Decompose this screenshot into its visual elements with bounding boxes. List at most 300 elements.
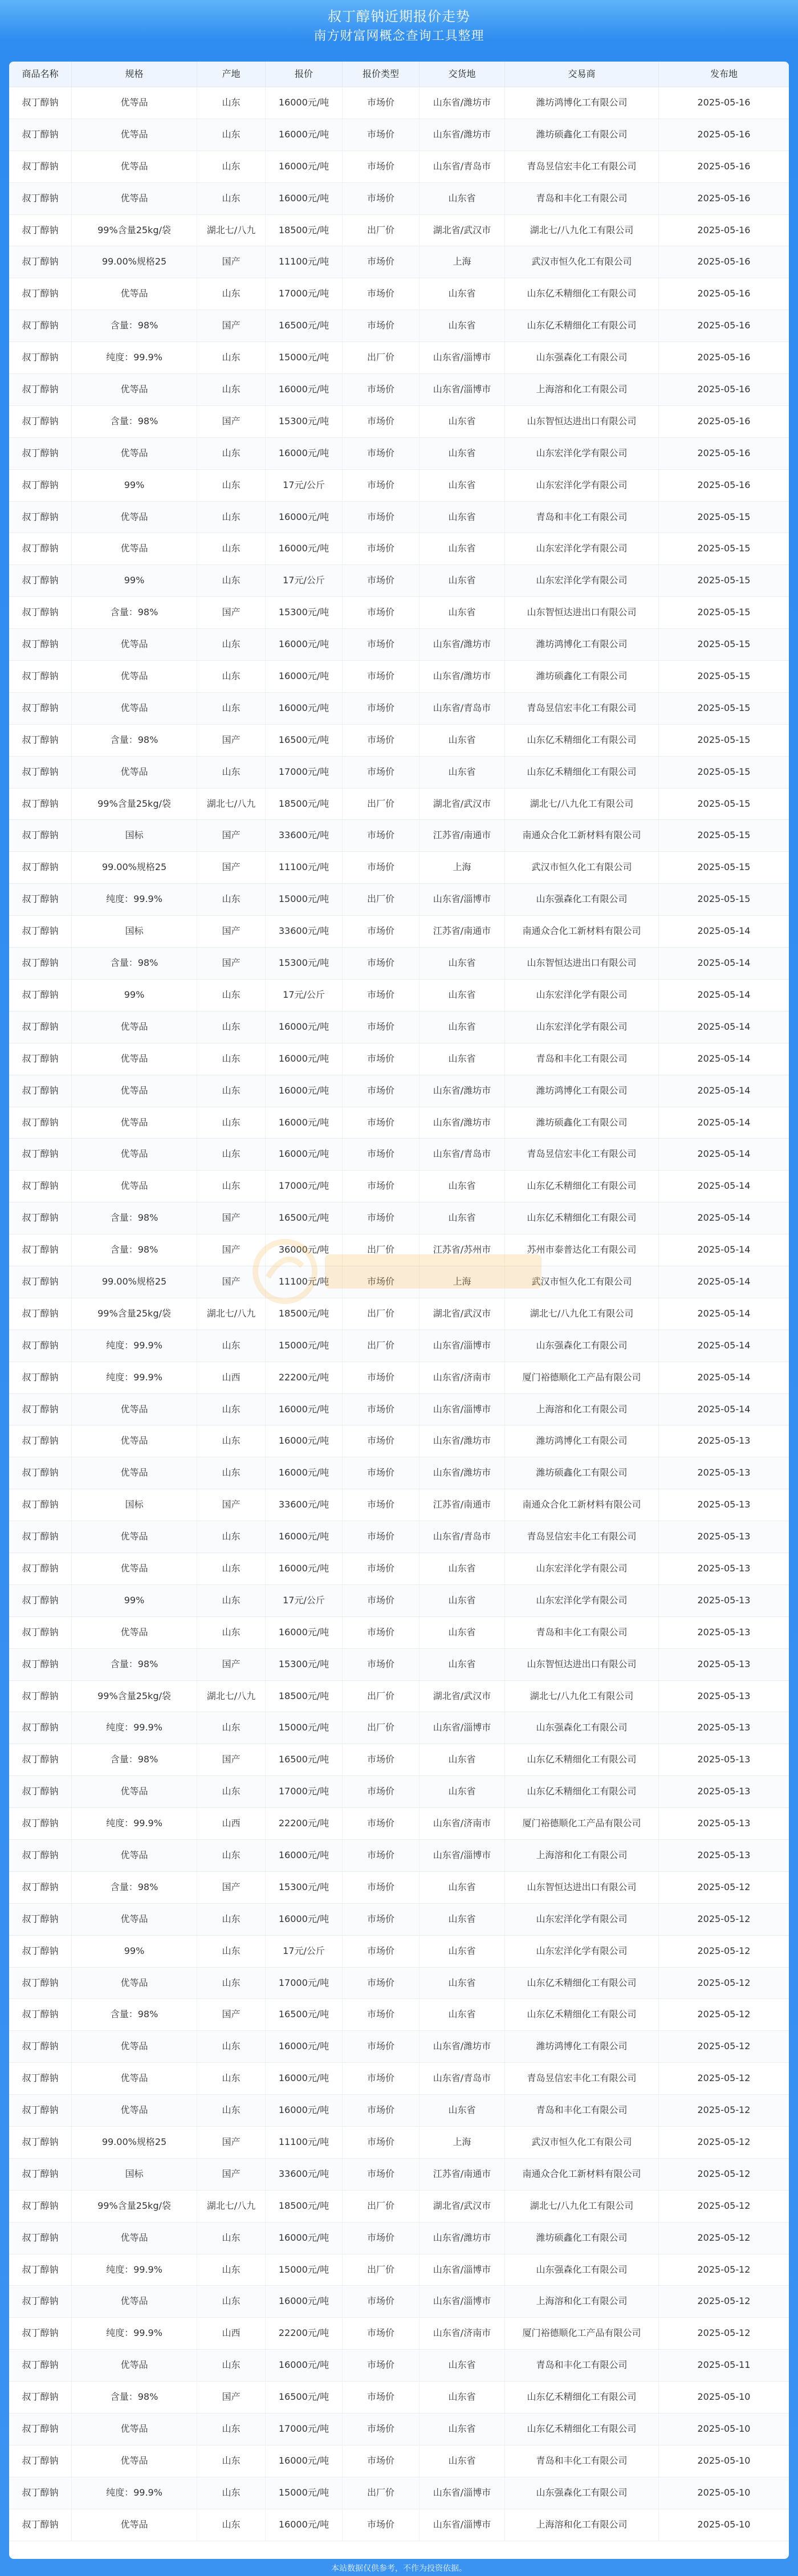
table-cell: 17元/公斤 — [266, 1936, 343, 1967]
table-cell: 18500元/吨 — [266, 1298, 343, 1330]
table-cell: 含量：98% — [72, 1649, 197, 1680]
table-cell: 山东省 — [420, 183, 505, 214]
table-row — [9, 820, 789, 852]
table-row — [9, 2031, 789, 2063]
table-cell: 湖北省/武汉市 — [420, 215, 505, 246]
table-cell: 山东智恒达进出口有限公司 — [505, 948, 659, 979]
table-cell: 市场价 — [343, 693, 420, 724]
table-cell: 叔丁醇钠 — [9, 183, 72, 214]
table-cell: 17000元/吨 — [266, 2414, 343, 2445]
table-cell: 山东省 — [420, 2445, 505, 2477]
table-row — [9, 852, 789, 884]
table-cell: 叔丁醇钠 — [9, 629, 72, 660]
table-cell: 36000元/吨 — [266, 1234, 343, 1266]
table-cell: 16000元/吨 — [266, 1139, 343, 1170]
table-cell: 山东 — [197, 151, 266, 182]
table-cell: 优等品 — [72, 1139, 197, 1170]
table-cell: 湖北七/八九化工有限公司 — [505, 1298, 659, 1330]
table-row — [9, 438, 789, 470]
table-row — [9, 2318, 789, 2350]
table-cell: 优等品 — [72, 2031, 197, 2062]
table-cell: 16000元/吨 — [266, 2063, 343, 2094]
table-cell: 山西 — [197, 2318, 266, 2349]
table-cell: 18500元/吨 — [266, 789, 343, 820]
table-row — [9, 565, 789, 597]
table-row — [9, 980, 789, 1011]
table-cell: 优等品 — [72, 2414, 197, 2445]
table-cell: 山东强森化工有限公司 — [505, 2477, 659, 2509]
table-cell: 青岛和丰化工有限公司 — [505, 2445, 659, 2477]
table-cell: 2025-05-13 — [697, 1499, 751, 1510]
table-cell: 17元/公斤 — [266, 470, 343, 501]
table-cell: 叔丁醇钠 — [9, 1171, 72, 1202]
table-row — [9, 87, 789, 119]
table-cell: 市场价 — [343, 310, 420, 342]
page-subtitle: 南方财富网概念查询工具整理 — [314, 29, 484, 43]
table-cell: 山东 — [197, 1425, 266, 1457]
table-cell: 山东 — [197, 1776, 266, 1807]
table-cell: 纯度：99.9% — [72, 2477, 197, 2509]
table-cell: 市场价 — [343, 2095, 420, 2126]
table-cell: 市场价 — [343, 916, 420, 947]
table-cell: 出厂价 — [343, 1330, 420, 1362]
table-cell: 湖北省/武汉市 — [420, 1298, 505, 1330]
table-row — [9, 1936, 789, 1968]
table-cell: 出厂价 — [343, 1712, 420, 1744]
table-cell: 山东 — [197, 2095, 266, 2126]
table-row — [9, 2159, 789, 2191]
table-cell: 18500元/吨 — [266, 215, 343, 246]
table-row — [9, 725, 789, 757]
table-cell: 2025-05-16 — [697, 224, 751, 235]
table-cell: 叔丁醇钠 — [9, 406, 72, 437]
table-cell: 2025-05-14 — [697, 1053, 751, 1064]
table-cell: 青岛昱信宏丰化工有限公司 — [505, 2063, 659, 2094]
table-cell: 山东宏洋化学有限公司 — [505, 1553, 659, 1584]
table-row — [9, 2382, 789, 2414]
table-cell: 33600元/吨 — [266, 1489, 343, 1521]
table-cell: 2025-05-14 — [697, 989, 751, 1000]
table-cell: 叔丁醇钠 — [9, 438, 72, 469]
table-cell: 山东亿禾精细化工有限公司 — [505, 725, 659, 756]
table-cell: 叔丁醇钠 — [9, 151, 72, 182]
table-cell: 潍坊硕鑫化工有限公司 — [505, 1107, 659, 1139]
table-cell: 2025-05-12 — [697, 2232, 751, 2243]
table-cell: 叔丁醇钠 — [9, 565, 72, 596]
table-cell: 南通众合化工新材料有限公司 — [505, 1489, 659, 1521]
table-cell: 含量：98% — [72, 1872, 197, 1903]
table-cell: 16500元/吨 — [266, 1744, 343, 1775]
table-cell: 叔丁醇钠 — [9, 916, 72, 947]
table-cell: 山东省 — [420, 1649, 505, 1680]
table-cell: 叔丁醇钠 — [9, 342, 72, 373]
table-cell: 市场价 — [343, 533, 420, 564]
table-body — [9, 87, 789, 2541]
table-cell: 2025-05-10 — [697, 2486, 751, 2498]
table-cell: 山东宏洋化学有限公司 — [505, 980, 659, 1011]
table-cell: 2025-05-16 — [697, 128, 751, 140]
table-cell: 市场价 — [343, 2286, 420, 2317]
table-cell: 山东省/济南市 — [420, 1362, 505, 1393]
table-cell: 15300元/吨 — [266, 1649, 343, 1680]
table-row — [9, 2127, 789, 2159]
table-cell: 市场价 — [343, 1936, 420, 1967]
table-cell: 2025-05-12 — [697, 2168, 751, 2179]
table-cell: 江苏省/南通市 — [420, 820, 505, 851]
table-cell: 潍坊鸿博化工有限公司 — [505, 629, 659, 660]
table-cell: 叔丁醇钠 — [9, 2159, 72, 2190]
table-cell: 山东省 — [420, 1011, 505, 1043]
table-cell: 叔丁醇钠 — [9, 1681, 72, 1712]
table-cell: 2025-05-16 — [697, 415, 751, 426]
table-cell: 2025-05-14 — [697, 1307, 751, 1319]
table-cell: 湖北省/武汉市 — [420, 1681, 505, 1712]
table-cell: 湖北七/八九 — [197, 1681, 266, 1712]
table-cell: 山东强森化工有限公司 — [505, 1330, 659, 1362]
table-cell: 2025-05-12 — [697, 2264, 751, 2275]
table-cell: 优等品 — [72, 1840, 197, 1871]
table-row — [9, 342, 789, 374]
table-cell: 叔丁醇钠 — [9, 2127, 72, 2158]
table-cell: 16000元/吨 — [266, 1617, 343, 1648]
table-cell: 2025-05-14 — [697, 1084, 751, 1096]
table-row — [9, 948, 789, 980]
table-cell: 17000元/吨 — [266, 757, 343, 788]
table-cell: 南通众合化工新材料有限公司 — [505, 2159, 659, 2190]
table-cell: 南通众合化工新材料有限公司 — [505, 820, 659, 851]
table-cell: 湖北七/八九 — [197, 2191, 266, 2222]
table-row — [9, 1107, 789, 1139]
table-cell: 16000元/吨 — [266, 2445, 343, 2477]
table-cell: 11100元/吨 — [266, 1266, 343, 1298]
table-row — [9, 629, 789, 661]
table-row — [9, 1840, 789, 1872]
table-cell: 山东省 — [420, 1936, 505, 1967]
table-cell: 15300元/吨 — [266, 406, 343, 437]
table-cell: 叔丁醇钠 — [9, 1808, 72, 1839]
table-cell: 16000元/吨 — [266, 1011, 343, 1043]
table-cell: 山东亿禾精细化工有限公司 — [505, 2414, 659, 2445]
table-cell: 16000元/吨 — [266, 1394, 343, 1425]
table-cell: 市场价 — [343, 1585, 420, 1616]
table-cell: 山东 — [197, 2254, 266, 2286]
table-cell: 叔丁醇钠 — [9, 693, 72, 724]
table-cell: 2025-05-12 — [697, 1977, 751, 1988]
table-cell: 市场价 — [343, 278, 420, 310]
table-cell: 叔丁醇钠 — [9, 310, 72, 342]
table-cell: 山东 — [197, 2222, 266, 2254]
table-cell: 江苏省/南通市 — [420, 1489, 505, 1521]
table-row — [9, 2445, 789, 2477]
table-cell: 叔丁醇钠 — [9, 2063, 72, 2094]
table-row — [9, 1362, 789, 1394]
table-cell: 2025-05-16 — [697, 320, 751, 331]
table-cell: 17000元/吨 — [266, 1171, 343, 1202]
table-cell: 市场价 — [343, 2063, 420, 2094]
table-cell: 2025-05-12 — [697, 2041, 751, 2052]
table-cell: 出厂价 — [343, 2254, 420, 2286]
table-cell: 含量：98% — [72, 948, 197, 979]
table-cell: 山西 — [197, 1362, 266, 1393]
table-cell: 山东省 — [420, 406, 505, 437]
table-cell: 市场价 — [343, 2350, 420, 2381]
table-cell: 2025-05-14 — [697, 1275, 751, 1287]
table-cell: 2025-05-14 — [697, 925, 751, 937]
table-cell: 叔丁醇钠 — [9, 2095, 72, 2126]
table-cell: 99% — [72, 1936, 197, 1967]
table-cell: 含量：98% — [72, 597, 197, 628]
table-cell: 山东省/潍坊市 — [420, 1457, 505, 1489]
table-cell: 16000元/吨 — [266, 151, 343, 182]
table-cell: 优等品 — [72, 151, 197, 182]
table-cell: 叔丁醇钠 — [9, 1776, 72, 1807]
table-cell: 优等品 — [72, 1553, 197, 1584]
table-row — [9, 597, 789, 629]
table-cell: 青岛和丰化工有限公司 — [505, 2350, 659, 2381]
table-cell: 16000元/吨 — [266, 1521, 343, 1553]
table-cell: 含量：98% — [72, 406, 197, 437]
table-cell: 国标 — [72, 2159, 197, 2190]
table-cell: 市场价 — [343, 948, 420, 979]
table-row — [9, 1904, 789, 1936]
table-cell: 山东省/潍坊市 — [420, 661, 505, 692]
table-cell: 99% — [72, 565, 197, 596]
table-cell: 国产 — [197, 820, 266, 851]
table-cell: 山东宏洋化学有限公司 — [505, 1904, 659, 1935]
table-row — [9, 1617, 789, 1649]
table-row — [9, 884, 789, 916]
table-cell: 纯度：99.9% — [72, 2318, 197, 2349]
table-cell: 2025-05-12 — [697, 2136, 751, 2147]
table-cell: 青岛和丰化工有限公司 — [505, 1043, 659, 1075]
table-cell: 15000元/吨 — [266, 1330, 343, 1362]
table-cell: 山东省/淄博市 — [420, 342, 505, 373]
table-cell: 山东 — [197, 1107, 266, 1139]
table-cell: 山东省 — [420, 1585, 505, 1616]
table-row — [9, 1043, 789, 1075]
table-cell: 山东省/淄博市 — [420, 2477, 505, 2509]
table-row — [9, 183, 789, 215]
table-cell: 市场价 — [343, 1425, 420, 1457]
table-row — [9, 502, 789, 534]
table-cell: 优等品 — [72, 1011, 197, 1043]
table-row — [9, 1330, 789, 1362]
table-cell: 山东省/潍坊市 — [420, 2222, 505, 2254]
column-header: 规格 — [72, 62, 197, 87]
table-cell: 11100元/吨 — [266, 2127, 343, 2158]
table-cell: 山东 — [197, 1585, 266, 1616]
table-cell: 市场价 — [343, 2382, 420, 2413]
table-cell: 湖北省/武汉市 — [420, 789, 505, 820]
table-cell: 叔丁醇钠 — [9, 2509, 72, 2541]
table-cell: 叔丁醇钠 — [9, 820, 72, 851]
table-cell: 市场价 — [343, 820, 420, 851]
table-cell: 武汉市恒久化工有限公司 — [505, 246, 659, 278]
table-cell: 山东省/淄博市 — [420, 1394, 505, 1425]
table-cell: 山东 — [197, 1936, 266, 1967]
table-cell: 市场价 — [343, 629, 420, 660]
table-cell: 2025-05-16 — [697, 384, 751, 395]
table-cell: 33600元/吨 — [266, 2159, 343, 2190]
table-cell: 2025-05-10 — [697, 2391, 751, 2403]
table-cell: 16000元/吨 — [266, 533, 343, 564]
table-cell: 17元/公斤 — [266, 1585, 343, 1616]
table-cell: 山东省 — [420, 1744, 505, 1775]
table-cell: 16000元/吨 — [266, 661, 343, 692]
table-row — [9, 2222, 789, 2254]
table-row — [9, 1202, 789, 1234]
table-cell: 山东智恒达进出口有限公司 — [505, 1649, 659, 1680]
table-cell: 含量：98% — [72, 1202, 197, 1234]
table-cell: 山东 — [197, 342, 266, 373]
table-cell: 33600元/吨 — [266, 916, 343, 947]
table-cell: 优等品 — [72, 119, 197, 151]
table-cell: 山东省 — [420, 725, 505, 756]
table-cell: 2025-05-12 — [697, 1881, 751, 1892]
table-cell: 上海 — [420, 1266, 505, 1298]
table-cell: 山东亿禾精细化工有限公司 — [505, 2382, 659, 2413]
table-cell: 2025-05-12 — [697, 2327, 751, 2339]
table-cell: 山东宏洋化学有限公司 — [505, 565, 659, 596]
table-cell: 山东 — [197, 1457, 266, 1489]
table-cell: 山东 — [197, 1075, 266, 1107]
table-row — [9, 916, 789, 948]
table-cell: 山东 — [197, 502, 266, 533]
table-cell: 山东强森化工有限公司 — [505, 1712, 659, 1744]
table-cell: 市场价 — [343, 1075, 420, 1107]
table-cell: 山东省 — [420, 1776, 505, 1807]
table-cell: 国产 — [197, 852, 266, 883]
table-cell: 叔丁醇钠 — [9, 1999, 72, 2030]
table-cell: 优等品 — [72, 2509, 197, 2541]
table-cell: 2025-05-14 — [697, 1212, 751, 1224]
table-cell: 山东 — [197, 565, 266, 596]
table-cell: 15000元/吨 — [266, 342, 343, 373]
table-cell: 国产 — [197, 1744, 266, 1775]
table-cell: 22200元/吨 — [266, 1362, 343, 1393]
table-cell: 潍坊鸿博化工有限公司 — [505, 2031, 659, 2062]
table-cell: 出厂价 — [343, 2477, 420, 2509]
table-row — [9, 2063, 789, 2095]
column-header: 交易商 — [505, 62, 659, 87]
table-cell: 市场价 — [343, 2318, 420, 2349]
table-cell: 叔丁醇钠 — [9, 2254, 72, 2286]
table-cell: 叔丁醇钠 — [9, 1553, 72, 1584]
table-cell: 青岛昱信宏丰化工有限公司 — [505, 1139, 659, 1170]
table-cell: 叔丁醇钠 — [9, 2031, 72, 2062]
table-cell: 2025-05-14 — [697, 1403, 751, 1415]
table-cell: 出厂价 — [343, 215, 420, 246]
table-cell: 叔丁醇钠 — [9, 1298, 72, 1330]
table-cell: 2025-05-12 — [697, 2200, 751, 2211]
table-cell: 山东省 — [420, 438, 505, 469]
table-cell: 优等品 — [72, 1521, 197, 1553]
table-cell: 山东省 — [420, 2382, 505, 2413]
table-cell: 叔丁醇钠 — [9, 1840, 72, 1871]
table-row — [9, 1234, 789, 1266]
table-cell: 16000元/吨 — [266, 693, 343, 724]
table-row — [9, 1521, 789, 1553]
table-cell: 山东 — [197, 2445, 266, 2477]
table-cell: 山东亿禾精细化工有限公司 — [505, 1744, 659, 1775]
table-cell: 市场价 — [343, 1043, 420, 1075]
table-cell: 2025-05-10 — [697, 2518, 751, 2530]
table-cell: 叔丁醇钠 — [9, 215, 72, 246]
table-cell: 山东亿禾精细化工有限公司 — [505, 1202, 659, 1234]
table-cell: 山东宏洋化学有限公司 — [505, 1936, 659, 1967]
table-cell: 2025-05-10 — [697, 2455, 751, 2466]
table-cell: 16500元/吨 — [266, 2382, 343, 2413]
table-cell: 2025-05-13 — [697, 1562, 751, 1574]
table-row — [9, 1553, 789, 1585]
table-cell: 18500元/吨 — [266, 1681, 343, 1712]
table-cell: 山东宏洋化学有限公司 — [505, 1585, 659, 1616]
table-cell: 叔丁醇钠 — [9, 1744, 72, 1775]
table-cell: 叔丁醇钠 — [9, 1266, 72, 1298]
table-cell: 叔丁醇钠 — [9, 725, 72, 756]
table-cell: 山东省/淄博市 — [420, 1840, 505, 1871]
table-cell: 山东 — [197, 1553, 266, 1584]
table-cell: 99% — [72, 980, 197, 1011]
table-cell: 含量：98% — [72, 1234, 197, 1266]
table-cell: 上海 — [420, 246, 505, 278]
table-cell: 市场价 — [343, 1489, 420, 1521]
table-cell: 16000元/吨 — [266, 1457, 343, 1489]
table-cell: 山东省/济南市 — [420, 2318, 505, 2349]
table-cell: 湖北七/八九化工有限公司 — [505, 215, 659, 246]
table-cell: 山东省/淄博市 — [420, 1330, 505, 1362]
table-cell: 16000元/吨 — [266, 2222, 343, 2254]
table-cell: 优等品 — [72, 1968, 197, 1999]
column-header: 产地 — [197, 62, 266, 87]
table-cell: 含量：98% — [72, 725, 197, 756]
table-cell: 市场价 — [343, 725, 420, 756]
table-cell: 山东省/青岛市 — [420, 1139, 505, 1170]
table-cell: 山东省 — [420, 1968, 505, 1999]
table-cell: 厦门裕德顺化工产品有限公司 — [505, 1808, 659, 1839]
table-cell: 17元/公斤 — [266, 980, 343, 1011]
table-cell: 优等品 — [72, 502, 197, 533]
table-cell: 山东省 — [420, 2095, 505, 2126]
table-cell: 叔丁醇钠 — [9, 1011, 72, 1043]
table-cell: 优等品 — [72, 438, 197, 469]
table-cell: 17000元/吨 — [266, 1968, 343, 1999]
table-cell: 市场价 — [343, 1999, 420, 2030]
table-cell: 山东 — [197, 2477, 266, 2509]
table-cell: 市场价 — [343, 1266, 420, 1298]
table-cell: 16000元/吨 — [266, 2286, 343, 2317]
table-cell: 15300元/吨 — [266, 597, 343, 628]
table-cell: 国产 — [197, 246, 266, 278]
table-cell: 16000元/吨 — [266, 1107, 343, 1139]
table-cell: 青岛昱信宏丰化工有限公司 — [505, 1521, 659, 1553]
table-cell: 优等品 — [72, 533, 197, 564]
table-cell: 优等品 — [72, 661, 197, 692]
table-cell: 市场价 — [343, 1011, 420, 1043]
table-cell: 国产 — [197, 1489, 266, 1521]
table-cell: 厦门裕德顺化工产品有限公司 — [505, 1362, 659, 1393]
table-cell: 山东省 — [420, 1617, 505, 1648]
table-cell: 山东 — [197, 1330, 266, 1362]
table-cell: 99%含量25kg/袋 — [72, 1298, 197, 1330]
table-cell: 15000元/吨 — [266, 2477, 343, 2509]
table-row — [9, 1712, 789, 1744]
table-cell: 上海溶和化工有限公司 — [505, 374, 659, 405]
table-cell: 市场价 — [343, 1139, 420, 1170]
table-cell: 2025-05-13 — [697, 1754, 751, 1765]
table-cell: 山东亿禾精细化工有限公司 — [505, 1776, 659, 1807]
table-cell: 叔丁醇钠 — [9, 1457, 72, 1489]
